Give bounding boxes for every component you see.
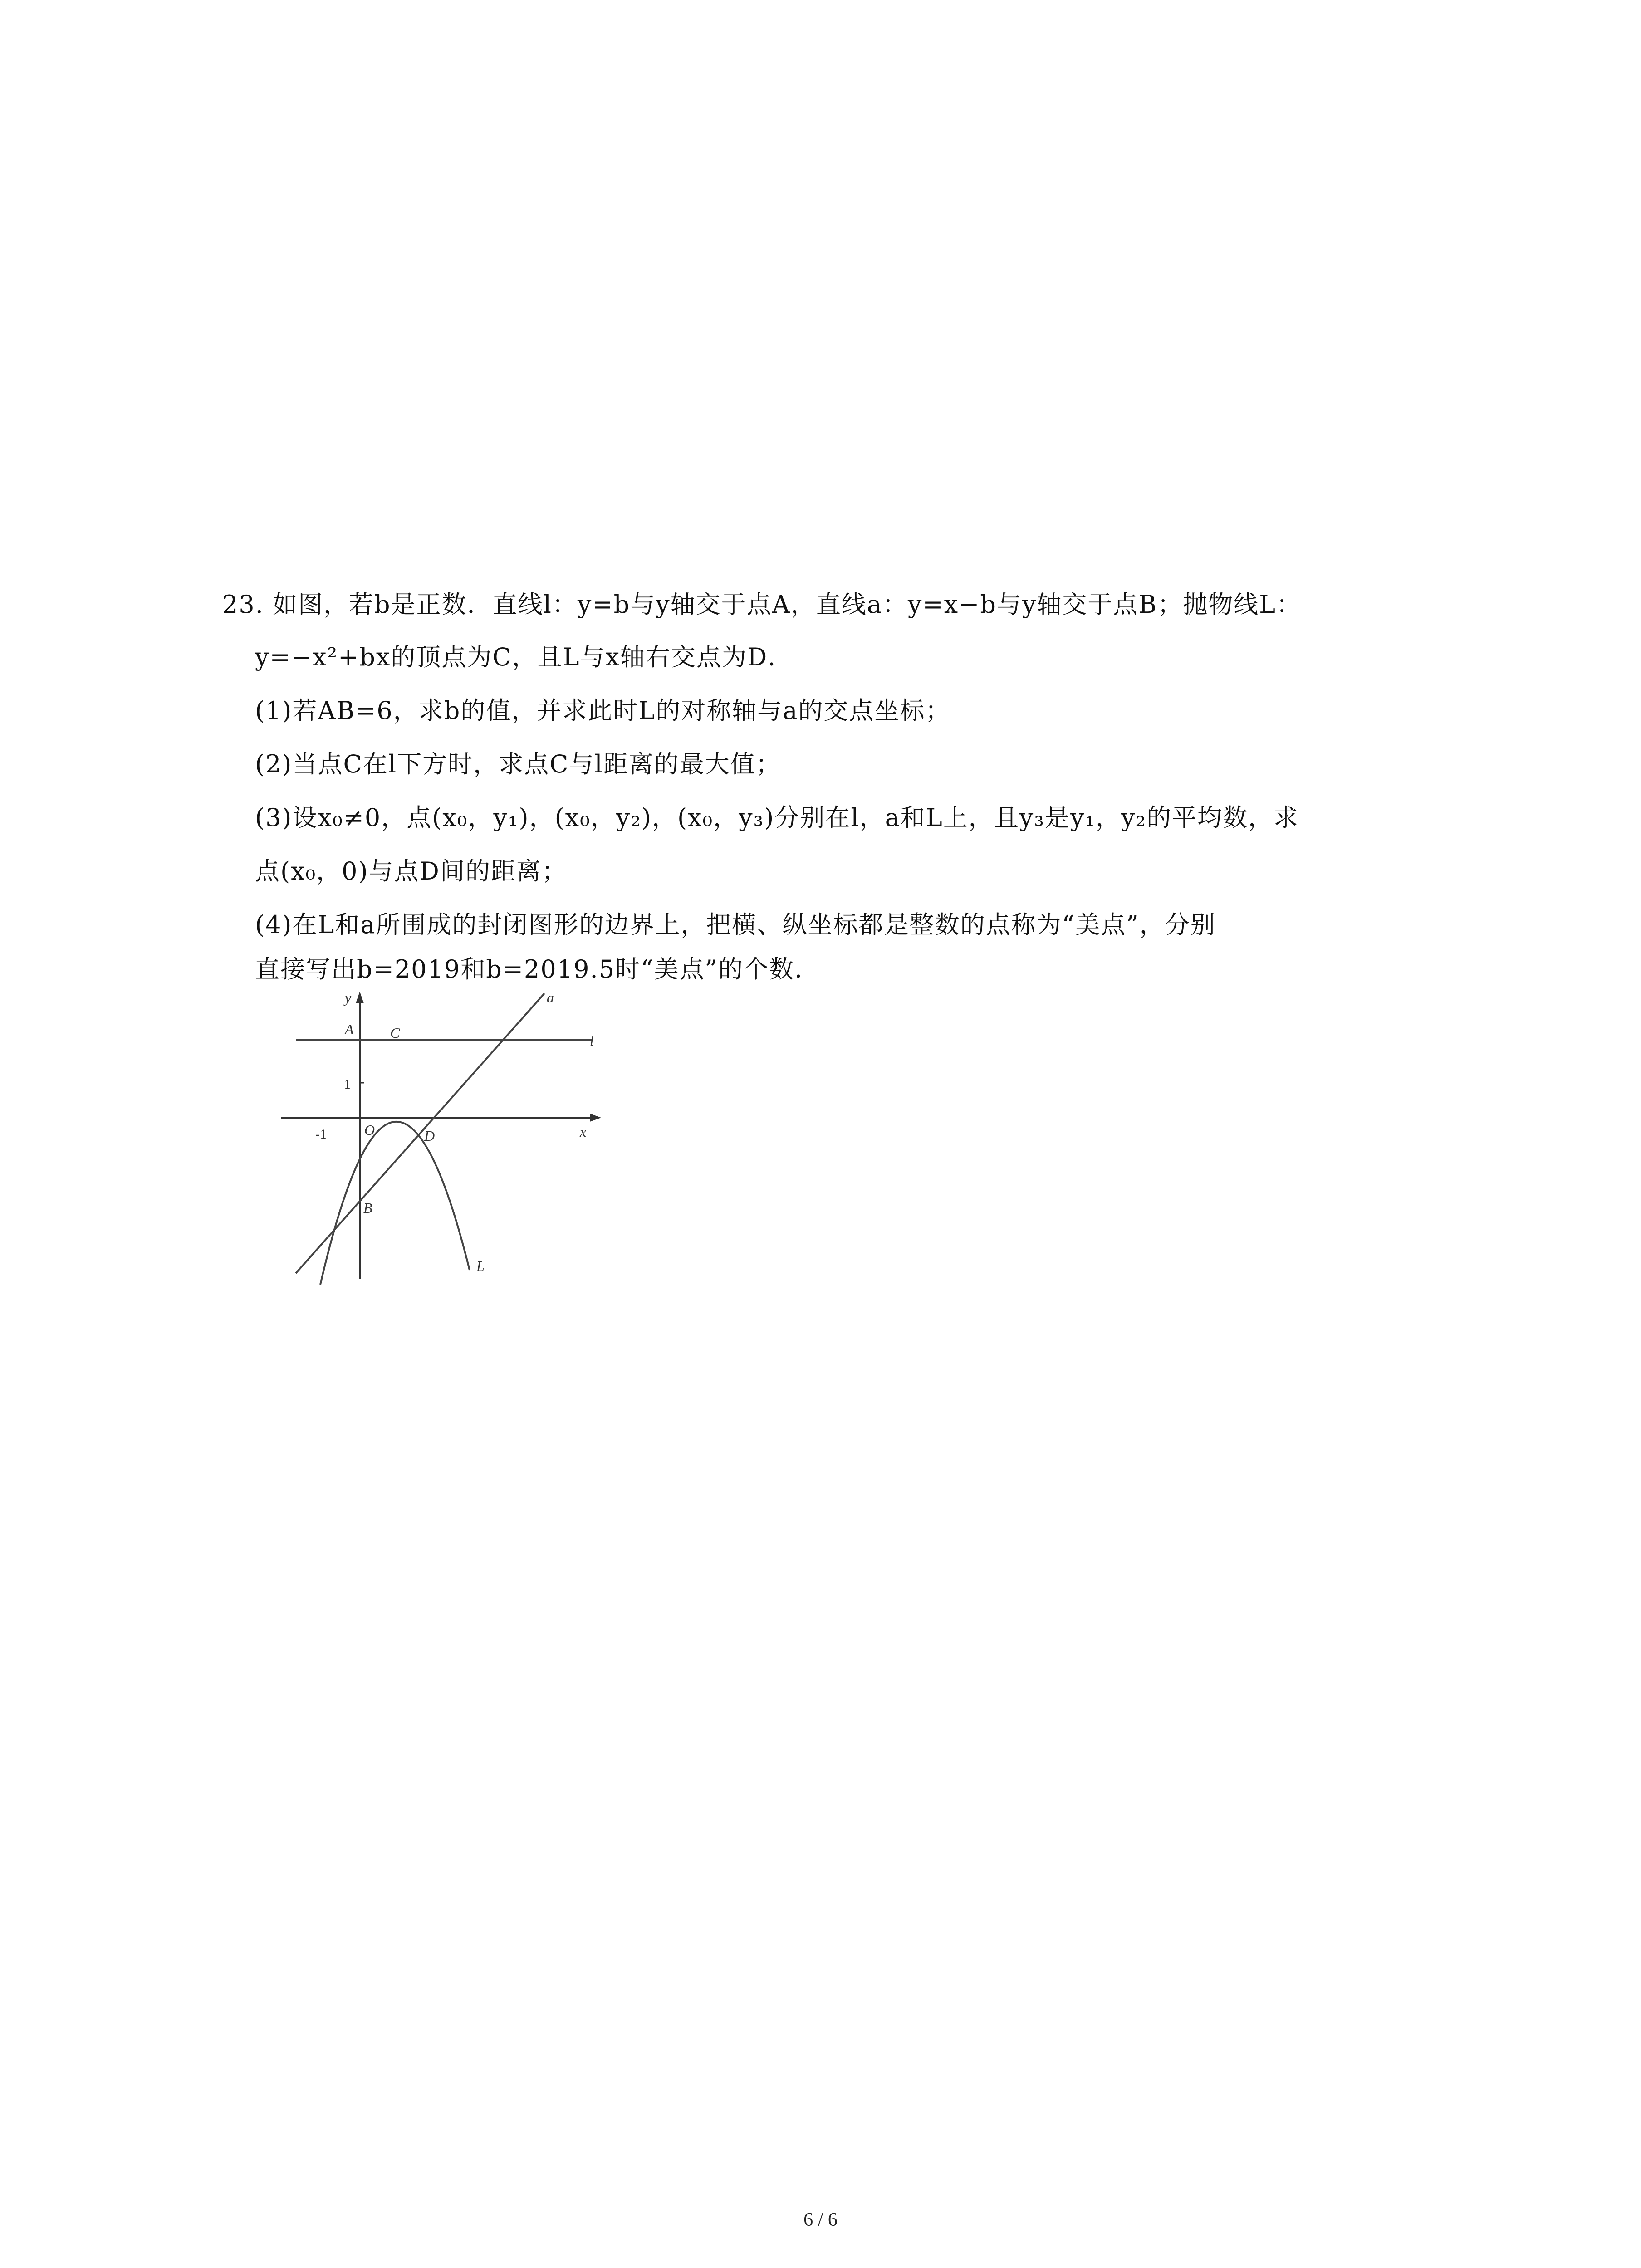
y-tick-1-label: 1 [344,1077,351,1092]
part-4-text: (4)在L和a所围成的封闭图形的边界上，把横、纵坐标都是整数的点称为“美点”，分别 [255,910,1216,939]
part-2-text: (2)当点C在l下方时，求点C与l距离的最大值； [255,750,781,778]
point-A-label: A [345,1021,354,1037]
function-graph-figure [277,989,608,1288]
x-axis-arrow [590,1114,601,1122]
parabola-L [320,1122,470,1285]
part-3-text: (3)设x₀≠0，点(x₀，y₁)，(x₀，y₂)，(x₀，y₃)分别在l，a和L上，且y₃是y₁，y₂的平均数，求 [255,803,1299,832]
part-4-continued-text: 直接写出b=2019和b=2019.5时“美点”的个数． [255,955,820,983]
y-axis-label: y [345,989,352,1006]
part-1-text: (1)若AB=6，求b的值，并求此时L的对称轴与a的交点坐标； [255,696,951,725]
question-text-line: 如图，若b是正数．直线l：y=b与y轴交于点A，直线a：y=x−b与y轴交于点B；抛物线L： [273,590,1302,619]
parabola-L-label: L [476,1258,485,1274]
point-C-label: C [390,1025,400,1041]
point-D-label: D [424,1128,435,1144]
question-line-2: y=−x²+bx的顶点为C，且L与x轴右交点为D． [255,643,794,671]
x-axis-label: x [580,1124,587,1140]
page-number: 6 / 6 [803,2209,838,2230]
question-number: 23. [222,590,264,619]
origin-label: O [364,1122,375,1138]
x-tick-neg1-label: -1 [315,1127,327,1142]
y-axis-arrow [356,992,364,1003]
line-a-label: a [547,989,554,1006]
question-line-1 [222,590,1302,620]
part-3-continued-text: 点(x₀，0)与点D间的距离； [255,857,567,885]
point-B-label: B [363,1200,372,1216]
line-l-label: l [590,1032,594,1049]
